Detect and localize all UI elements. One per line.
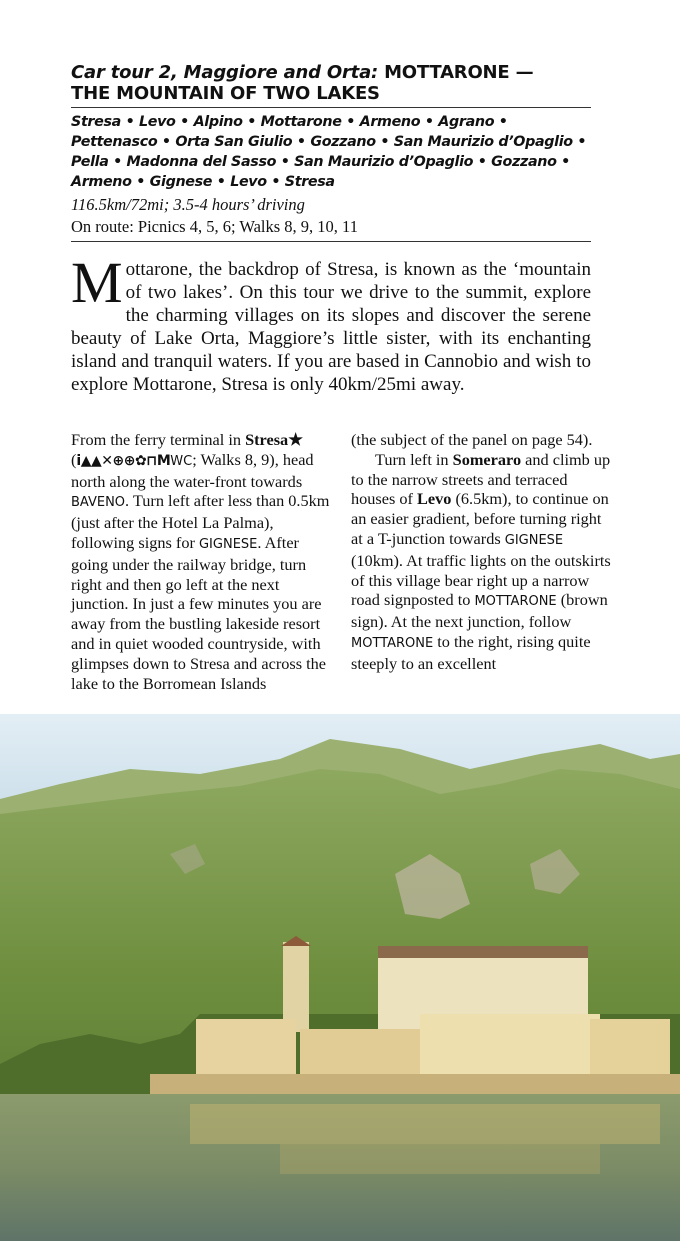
lake-orta-photo — [0, 714, 680, 1241]
tour-header — [71, 62, 591, 246]
text-run: and climb up to the narrow streets and terraced houses of — [351, 449, 611, 509]
sign-mottarone: MOTTARONE — [474, 594, 557, 610]
text-run: . Turn left after less than 0.5km (just after the Hotel La Palma), following signs for — [71, 491, 330, 552]
directions-paragraph-2 — [351, 450, 613, 674]
text-run: (brown sign). At the next junction, follow — [351, 590, 608, 632]
tour-meta — [71, 194, 591, 238]
continued-text: (the subject of the panel on page 54). — [351, 430, 593, 449]
facility-icons: i▲▲✕⊕⊕✿⊓M — [76, 452, 171, 469]
column-right — [351, 430, 613, 674]
text-run: From the ferry terminal in — [71, 430, 246, 449]
lake-reflection — [280, 1144, 600, 1174]
lake-reflection — [190, 1104, 660, 1144]
place-levo: Levo — [417, 489, 452, 509]
distance-info: 116.5km/72mi; 3.5-4 hours’ driving — [71, 195, 305, 214]
directions-paragraph-1 — [71, 430, 333, 693]
place-stresa: Stresa★ — [245, 430, 303, 449]
column-left — [71, 430, 333, 693]
building-block — [300, 1029, 420, 1079]
title-rule — [71, 107, 591, 108]
text-run: . After going under the railway bridge, turn right and then go left at the next junction. In just a few minutes you are away from the bustling lakeside resort and in quiet wooded countryside, with glimpses down to Stresa and across the lake to the Borromean Islands — [71, 532, 327, 693]
intro-paragraph — [71, 250, 591, 396]
text-run: Turn left in — [375, 449, 453, 469]
building-block — [420, 1014, 600, 1084]
sign-gignese: GIGNESE — [198, 536, 258, 552]
sign-gignese: GIGNESE — [504, 532, 564, 548]
route-list: Stresa • Levo • Alpino • Mottarone • Armeno • Agrano • Pettenasco • Orta San Giulio • Gozzano • San Maurizio d’Opaglio • Pella • Madonna del Sasso • San Maurizio d’Opaglio • Gozzano • Armeno • Gignese • Levo • Stresa — [71, 114, 587, 190]
meta-rule — [71, 241, 591, 242]
text-run: ( — [71, 449, 77, 469]
title-upper-1: MOTTARONE — — [378, 62, 534, 83]
sign-baveno: BAVENO — [71, 495, 126, 511]
sign-mottarone: MOTTARONE — [351, 635, 434, 651]
text-run: (6.5km), to continue on an easier gradient, before turning right at a T-junction towards — [351, 489, 609, 548]
on-route-info: On route: Picnics 4, 5, 6; Walks 8, 9, 10, 11 — [71, 217, 358, 236]
text-run: (10km). At traffic lights on the outskirts of this village bear right up a narrow road signposted to — [351, 550, 611, 610]
title-upper-2: THE MOUNTAIN OF TWO LAKES — [71, 83, 380, 104]
intro-text: ottarone, the backdrop of Stresa, is known as the ‘mountain of two lakes’. On this tour we drive to the summit, explore the charming villages on its slopes and discover the serene beauty of Lake Orta, Maggiore’s little sister, with its enchanting island and tranquil waters. If you are based in Cannobio and wish to explore Mottarone, Stresa is only 40km/25mi away. — [71, 259, 591, 395]
bell-tower — [283, 942, 309, 1032]
wc-label: WC — [170, 453, 193, 469]
place-someraro: Someraro — [452, 449, 522, 469]
building-block — [590, 1019, 670, 1079]
building-block — [196, 1019, 296, 1074]
text-run: to the right, rising quite steeply to an excellent — [351, 631, 591, 673]
title-italic: Car tour 2, Maggiore and Orta: — [71, 62, 379, 83]
page-title — [71, 62, 591, 104]
drop-cap: M — [71, 250, 123, 315]
text-run: ; Walks 8, 9), head north along the water-front towards — [71, 449, 314, 491]
palace-roof — [378, 946, 588, 958]
